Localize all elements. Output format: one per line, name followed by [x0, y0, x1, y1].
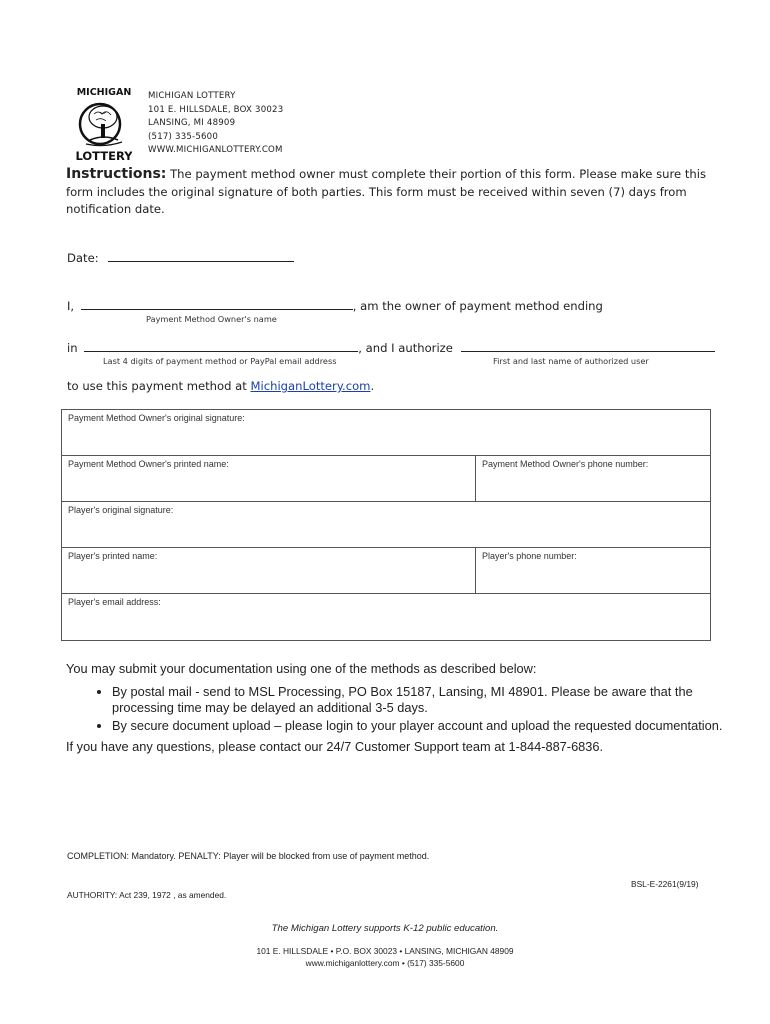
header-address	[148, 90, 283, 158]
player-email-cell[interactable]	[62, 594, 710, 640]
submission-methods-list	[66, 684, 726, 735]
use-prefix: to use this payment method at	[67, 379, 247, 393]
payment-method-caption: Last 4 digits of payment method or PayPal email address	[103, 356, 337, 366]
owner-name-field[interactable]	[81, 298, 353, 310]
submission-intro: You may submit your documentation using one of the methods as described below:	[66, 661, 537, 676]
michigan-lottery-logo	[76, 84, 132, 162]
owner-name-caption: Payment Method Owner's name	[146, 314, 277, 324]
authorize-line	[67, 340, 715, 355]
authorize-middle: , and I authorize	[358, 341, 453, 355]
use-suffix: .	[370, 379, 375, 393]
address-line: 101 E. HILLSDALE, BOX 30023	[148, 104, 284, 115]
tagline: The Michigan Lottery supports K-12 public education.	[271, 923, 499, 934]
date-line	[67, 250, 294, 265]
address-line: (517) 335-5600	[148, 131, 219, 142]
submission-section	[66, 661, 726, 756]
authorize-prefix: in	[67, 341, 78, 355]
date-label: Date:	[67, 251, 99, 265]
owner-signature-cell[interactable]	[62, 410, 710, 456]
svg-text:LOTTERY: LOTTERY	[76, 149, 132, 162]
authorized-user-caption: First and last name of authorized user	[493, 356, 649, 366]
player-phone-cell[interactable]	[475, 548, 710, 594]
svg-text:MICHIGAN: MICHIGAN	[76, 87, 132, 98]
footer-address-line: 101 E. HILLSDALE • P.O. BOX 30023 • LANSING, MICHIGAN 48909	[256, 946, 514, 956]
address-line: LANSING, MI 48909	[148, 118, 236, 129]
owner-phone-cell[interactable]	[475, 456, 710, 502]
instructions-text: The payment method owner must complete their portion of this form. Please make sure this form includes the original signature of both parties. This form must be received within seven (7) days from notification date.	[66, 167, 706, 216]
owner-suffix: , am the owner of payment method ending	[352, 299, 603, 313]
owner-printed-name-cell[interactable]	[62, 456, 475, 502]
form-number: BSL-E-2261(9/19)	[631, 879, 699, 889]
player-signature-label: Player's original signature:	[68, 505, 174, 515]
player-phone-label: Player's phone number:	[482, 551, 577, 561]
address-line: MICHIGAN LOTTERY	[148, 91, 236, 101]
owner-printed-name-label: Payment Method Owner's printed name:	[68, 459, 229, 469]
owner-phone-label: Payment Method Owner's phone number:	[482, 459, 649, 469]
completion-penalty: COMPLETION: Mandatory. PENALTY: Player will be blocked from use of payment method.	[67, 851, 430, 861]
list-item: • By postal mail - send to MSL Processing, PO Box 15187, Lansing, MI 48901. Please be aware that the processing time may be delayed an additional 3-5 days.	[112, 684, 726, 717]
michigan-lottery-link[interactable]: MichiganLottery.com	[250, 379, 371, 393]
authority-text: AUTHORITY: Act 239, 1972 , as amended.	[67, 890, 227, 900]
player-printed-name-label: Player's printed name:	[68, 551, 158, 561]
owner-prefix: I,	[67, 299, 75, 313]
instructions-paragraph	[66, 166, 716, 219]
list-item: • By secure document upload – please login to your player account and upload the requested documentation.	[112, 718, 726, 735]
player-printed-name-cell[interactable]	[62, 548, 475, 594]
owner-line	[67, 298, 603, 313]
contact-text: If you have any questions, please contact our 24/7 Customer Support team at 1-844-887-6836.	[66, 739, 604, 754]
use-line	[67, 379, 374, 393]
date-field[interactable]	[108, 250, 294, 262]
payment-method-field[interactable]	[84, 340, 358, 352]
owner-signature-label: Payment Method Owner's original signature:	[68, 413, 245, 423]
footer-contact-line: www.michiganlottery.com • (517) 335-5600	[305, 958, 465, 968]
player-signature-cell[interactable]	[62, 502, 710, 548]
player-email-label: Player's email address:	[68, 597, 161, 607]
address-line: WWW.MICHIGANLOTTERY.COM	[148, 145, 283, 156]
signature-form-table	[61, 409, 711, 641]
instructions-heading: Instructions:	[66, 166, 167, 182]
authorized-user-field[interactable]	[461, 340, 715, 352]
